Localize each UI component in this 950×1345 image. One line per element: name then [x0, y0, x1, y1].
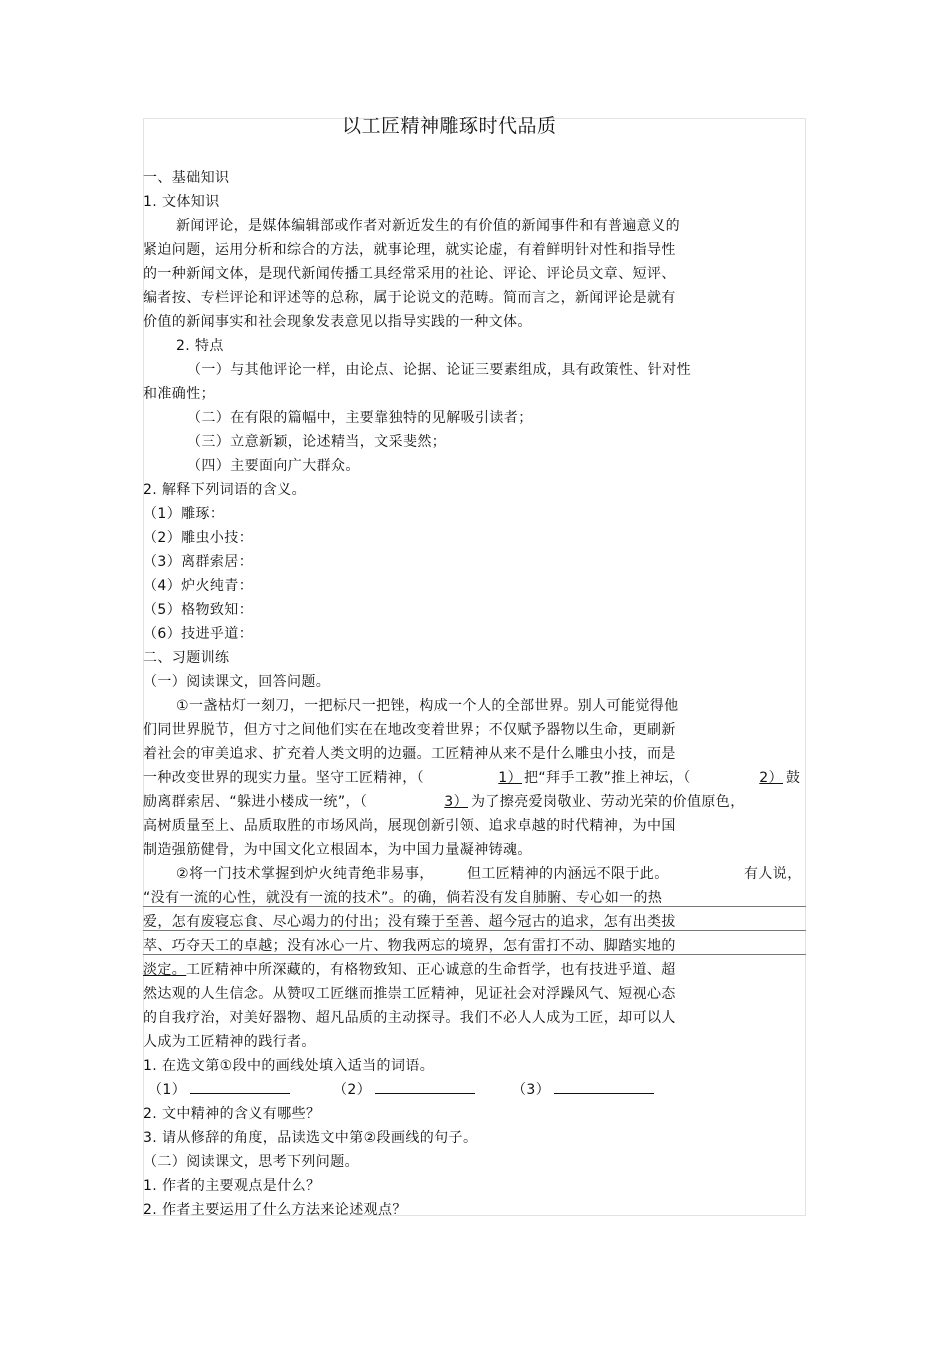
part-heading-2: （二）阅读课文，思考下列问题。 — [143, 1154, 359, 1170]
answer-blank-label: （3） — [512, 1082, 551, 1098]
subheading-genre: 1. 文体知识 — [143, 194, 220, 210]
feature-line: （三）立意新颖，论述精当，文采斐然； — [187, 434, 447, 450]
question-4: 1. 作者的主要观点是什么？ — [143, 1178, 321, 1194]
passage-line: 爱，怎有废寝忘食、尽心竭力的付出；没有臻于至善、超今冠古的追求，怎有出类拔 — [143, 914, 676, 930]
question-3: 3. 请从修辞的角度，品读选文中第②段画线的句子。 — [143, 1130, 478, 1146]
answer-blank-1[interactable] — [148, 1080, 290, 1100]
passage-line: ②将一门技术掌握到炉火纯青绝非易事， — [176, 866, 434, 882]
passage-line: 们同世界脱节，但方寸之间他们实在在地改变着世界；不仅赋予器物以生命，更刷新 — [143, 722, 676, 738]
passage-line: 鼓 — [786, 770, 801, 786]
part-heading-1: （一）阅读课文，回答问题。 — [143, 674, 331, 690]
feature-line: （二）在有限的篇幅中，主要靠独特的见解吸引读者； — [187, 410, 533, 426]
subheading-terms: 2. 解释下列词语的含义。 — [143, 482, 307, 498]
passage-line: 为了擦亮爱岗敬业、劳动光荣的价值原色， — [471, 794, 745, 810]
feature-line: （一）与其他评论一样，由论点、论据、论证三要素组成，具有政策性、针对性 — [187, 362, 691, 378]
term-item: （1）雕琢： — [143, 506, 225, 522]
passage-line: 人成为工匠精神的践行者。 — [143, 1034, 316, 1050]
question-1: 1. 在选文第①段中的画线处填入适当的词语。 — [143, 1058, 435, 1074]
fill-blank-1[interactable]: 1） — [498, 770, 522, 786]
passage-line: ①一盏枯灯一刻刀，一把标尺一把锉，构成一个人的全部世界。别人可能觉得他 — [176, 698, 679, 714]
passage-line: 的自我疗治，对美好器物、超凡品质的主动探寻。我们不必人人成为工匠，却可以人 — [143, 1010, 676, 1026]
sentence-underline — [143, 954, 806, 955]
feature-line: 和准确性； — [143, 386, 215, 402]
paragraph-line: 紧迫问题，运用分析和综合的方法，就事论理，就实论虚，有着鲜明针对性和指导性 — [143, 242, 676, 258]
passage-line: 把“拜手工教”推上神坛，（ — [524, 770, 691, 786]
passage-line: “没有一流的心性，就没有一流的技术”。的确，倘若没有发自肺腑、专心如一的热 — [143, 890, 663, 906]
term-item: （5）格物致知： — [143, 602, 254, 618]
passage-line: 着社会的审美追求、扩充着人类文明的边疆。工匠精神从来不是什么雕虫小技，而是 — [143, 746, 676, 762]
term-item: （3）离群索居： — [143, 554, 254, 570]
sentence-underline — [143, 906, 806, 907]
question-2: 2. 文中精神的含义有哪些？ — [143, 1106, 321, 1122]
paragraph-line: 新闻评论，是媒体编辑部或作者对新近发生的有价值的新闻事件和有普遍意义的 — [176, 218, 680, 234]
section-heading-basics: 一、基础知识 — [143, 170, 230, 186]
passage-line: 有人说， — [744, 866, 802, 882]
sentence-underline — [143, 930, 806, 931]
feature-line: （四）主要面向广大群众。 — [187, 458, 360, 474]
passage-line: 高树质量至上、品质取胜的市场风尚，展现创新引领、追求卓越的时代精神，为中国 — [143, 818, 676, 834]
fill-blank-2[interactable]: 2） — [759, 770, 783, 786]
paragraph-line: 编者按、专栏评论和评述等的总称，属于论说文的范畴。简而言之，新闻评论是就有 — [143, 290, 676, 306]
passage-line: 萃、巧夺天工的卓越；没有冰心一片、物我两忘的境界，怎有雷打不动、脚踏实地的 — [143, 938, 676, 954]
answer-blank-label: （2） — [333, 1082, 372, 1098]
paragraph-line: 价值的新闻事实和社会现象发表意见以指导实践的一种文体。 — [143, 314, 532, 330]
underlined-sentence-end: 淡定。 — [143, 962, 187, 978]
paragraph-line: 的一种新闻文体，是现代新闻传播工具经常采用的社论、评论、评论员文章、短评、 — [143, 266, 676, 282]
subheading-features: 2. 特点 — [176, 338, 224, 354]
passage-line: 励离群索居、“躲进小楼成一统”，（ — [143, 794, 368, 810]
passage-line: 一种改变世界的现实力量。坚守工匠精神，（ — [143, 770, 424, 786]
passage-line: 然达观的人生信念。从赞叹工匠继而推崇工匠精神，见证社会对浮躁风气、短视心态 — [143, 986, 676, 1002]
term-item: （4）炉火纯青： — [143, 578, 254, 594]
answer-blank-label: （1） — [148, 1082, 187, 1098]
section-heading-exercises: 二、习题训练 — [143, 650, 230, 666]
term-item: （6）技进乎道： — [143, 626, 254, 642]
answer-blank-3[interactable] — [512, 1080, 654, 1100]
passage-line: 制造强筋健骨，为中国文化立根固本，为中国力量凝神铸魂。 — [143, 842, 532, 858]
question-5: 2. 作者主要运用了什么方法来论述观点？ — [143, 1202, 407, 1218]
passage-line: 工匠精神中所深藏的，有格物致知、正心诚意的生命哲学，也有技进乎道、超 — [186, 962, 676, 978]
term-item: （2）雕虫小技： — [143, 530, 254, 546]
page-title: 以工匠精神雕琢时代品质 — [342, 115, 557, 137]
answer-blank-2[interactable] — [333, 1080, 475, 1100]
passage-line: 但工匠精神的内涵远不限于此。 — [467, 866, 669, 882]
fill-blank-3[interactable]: 3） — [444, 794, 468, 810]
